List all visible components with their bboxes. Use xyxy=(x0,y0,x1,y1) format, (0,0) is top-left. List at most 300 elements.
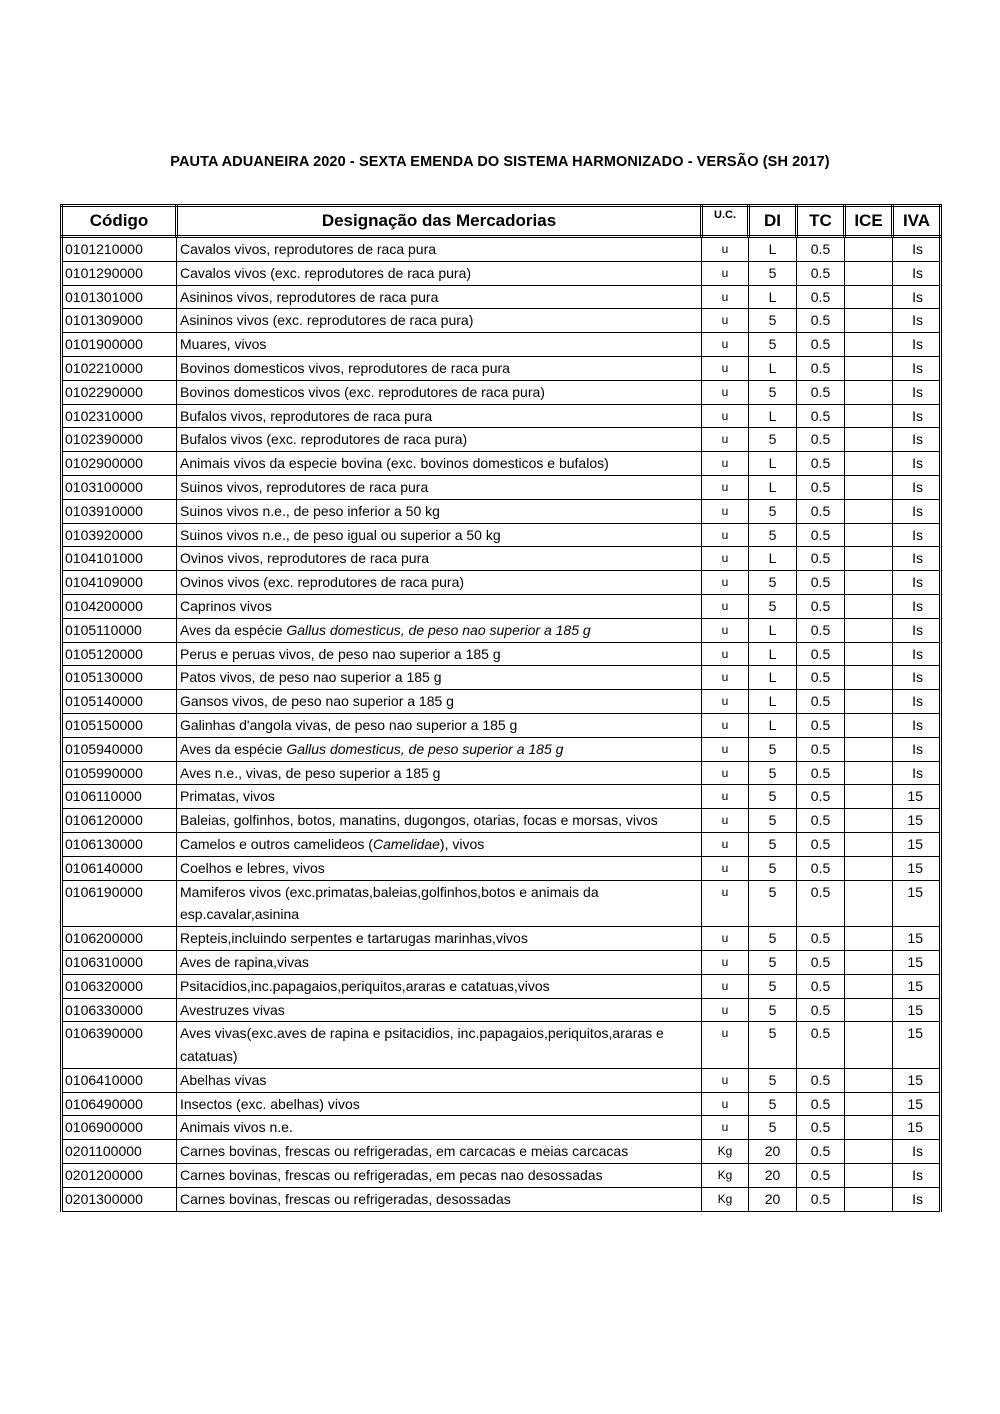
cell-codigo: 0104101000 xyxy=(62,547,177,571)
cell-tc: 0.5 xyxy=(797,380,845,404)
cell-tc: 0.5 xyxy=(797,690,845,714)
cell-designacao: Baleias, golfinhos, botos, manatins, dugongos, otarias, focas e morsas, vivos xyxy=(177,809,702,833)
cell-ice xyxy=(845,713,893,737)
cell-designacao: Muares, vivos xyxy=(177,333,702,357)
cell-tc: 0.5 xyxy=(797,1164,845,1188)
table-row xyxy=(62,404,941,428)
cell-codigo: 0105120000 xyxy=(62,642,177,666)
cell-tc: 0.5 xyxy=(797,713,845,737)
cell-di: 20 xyxy=(749,1140,797,1164)
cell-tc: 0.5 xyxy=(797,309,845,333)
table-row xyxy=(62,785,941,809)
table-row xyxy=(62,285,941,309)
header-ice: ICE xyxy=(845,206,893,237)
designacao-text: Aves da espécie xyxy=(180,740,287,757)
cell-ice xyxy=(845,832,893,856)
table-body xyxy=(62,237,941,1212)
cell-codigo: 0101309000 xyxy=(62,309,177,333)
cell-iva: Is xyxy=(893,285,941,309)
cell-tc: 0.5 xyxy=(797,998,845,1022)
cell-uc: u xyxy=(702,261,749,285)
cell-di: 5 xyxy=(749,261,797,285)
cell-iva: Is xyxy=(893,452,941,476)
cell-di: 5 xyxy=(749,974,797,998)
cell-ice xyxy=(845,880,893,927)
cell-tc: 0.5 xyxy=(797,666,845,690)
cell-iva: 15 xyxy=(893,1116,941,1140)
cell-ice xyxy=(845,428,893,452)
cell-codigo: 0201200000 xyxy=(62,1164,177,1188)
table-row xyxy=(62,974,941,998)
cell-tc: 0.5 xyxy=(797,1022,845,1069)
cell-codigo: 0106110000 xyxy=(62,785,177,809)
cell-iva: Is xyxy=(893,333,941,357)
table-row xyxy=(62,499,941,523)
cell-codigo: 0103100000 xyxy=(62,475,177,499)
cell-iva: Is xyxy=(893,499,941,523)
table-row xyxy=(62,1164,941,1188)
cell-ice xyxy=(845,309,893,333)
cell-tc: 0.5 xyxy=(797,499,845,523)
cell-uc: u xyxy=(702,285,749,309)
cell-iva: Is xyxy=(893,618,941,642)
cell-iva: Is xyxy=(893,1164,941,1188)
cell-ice xyxy=(845,475,893,499)
table-row xyxy=(62,737,941,761)
cell-ice xyxy=(845,523,893,547)
cell-designacao: Insectos (exc. abelhas) vivos xyxy=(177,1092,702,1116)
table-row xyxy=(62,452,941,476)
table-row xyxy=(62,1092,941,1116)
cell-codigo: 0103910000 xyxy=(62,499,177,523)
cell-di: L xyxy=(749,690,797,714)
table-row xyxy=(62,880,941,927)
cell-designacao: Aves de rapina,vivas xyxy=(177,950,702,974)
cell-uc: u xyxy=(702,1116,749,1140)
cell-designacao: Bovinos domesticos vivos, reprodutores de raca pura xyxy=(177,356,702,380)
cell-codigo: 0104200000 xyxy=(62,594,177,618)
cell-di: L xyxy=(749,356,797,380)
cell-di: 5 xyxy=(749,333,797,357)
cell-tc: 0.5 xyxy=(797,642,845,666)
cell-di: 5 xyxy=(749,1116,797,1140)
table-row xyxy=(62,594,941,618)
document-title: PAUTA ADUANEIRA 2020 - SEXTA EMENDA DO SISTEMA HARMONIZADO - VERSÃO (SH 2017) xyxy=(170,154,830,170)
cell-tc: 0.5 xyxy=(797,618,845,642)
cell-di: 20 xyxy=(749,1187,797,1211)
cell-uc: u xyxy=(702,737,749,761)
cell-di: 5 xyxy=(749,1022,797,1069)
header-designacao: Designação das Mercadorias xyxy=(177,206,702,237)
cell-codigo: 0105110000 xyxy=(62,618,177,642)
designacao-scientific-name: Gallus domesticus, de peso superior a 185 g xyxy=(286,740,564,757)
cell-tc: 0.5 xyxy=(797,356,845,380)
cell-codigo: 0105140000 xyxy=(62,690,177,714)
cell-designacao: Asininos vivos (exc. reprodutores de raca pura) xyxy=(177,309,702,333)
cell-ice xyxy=(845,237,893,262)
cell-codigo: 0106130000 xyxy=(62,832,177,856)
cell-designacao: Suinos vivos n.e., de peso igual ou superior a 50 kg xyxy=(177,523,702,547)
cell-ice xyxy=(845,547,893,571)
cell-tc: 0.5 xyxy=(797,856,845,880)
cell-ice xyxy=(845,356,893,380)
cell-designacao: Bufalos vivos, reprodutores de raca pura xyxy=(177,404,702,428)
cell-uc: Kg xyxy=(702,1140,749,1164)
cell-tc: 0.5 xyxy=(797,1116,845,1140)
table-row xyxy=(62,950,941,974)
designacao-text-suffix: ), vivos xyxy=(439,835,485,852)
cell-ice xyxy=(845,404,893,428)
cell-designacao: Caprinos vivos xyxy=(177,594,702,618)
cell-tc: 0.5 xyxy=(797,832,845,856)
table-row xyxy=(62,713,941,737)
table-row xyxy=(62,690,941,714)
header-iva: IVA xyxy=(893,206,941,237)
cell-uc: u xyxy=(702,713,749,737)
cell-designacao: Gansos vivos, de peso nao superior a 185 g xyxy=(177,690,702,714)
cell-uc: u xyxy=(702,333,749,357)
cell-iva: Is xyxy=(893,523,941,547)
cell-ice xyxy=(845,1068,893,1092)
cell-designacao: Repteis,incluindo serpentes e tartarugas marinhas,vivos xyxy=(177,927,702,951)
cell-designacao: Carnes bovinas, frescas ou refrigeradas, desossadas xyxy=(177,1187,702,1211)
cell-di: 5 xyxy=(749,594,797,618)
cell-uc: u xyxy=(702,523,749,547)
cell-di: 5 xyxy=(749,499,797,523)
cell-designacao xyxy=(177,737,702,761)
cell-codigo: 0106900000 xyxy=(62,1116,177,1140)
table-row xyxy=(62,1187,941,1211)
cell-di: 5 xyxy=(749,927,797,951)
cell-iva: Is xyxy=(893,1140,941,1164)
cell-ice xyxy=(845,856,893,880)
table-row xyxy=(62,998,941,1022)
cell-designacao xyxy=(177,618,702,642)
cell-di: 5 xyxy=(749,523,797,547)
cell-iva: Is xyxy=(893,737,941,761)
table-row xyxy=(62,666,941,690)
cell-di: L xyxy=(749,285,797,309)
table-header-row xyxy=(62,206,941,237)
cell-tc: 0.5 xyxy=(797,475,845,499)
cell-codigo: 0106190000 xyxy=(62,880,177,927)
cell-tc: 0.5 xyxy=(797,547,845,571)
cell-iva: Is xyxy=(893,428,941,452)
cell-codigo: 0201300000 xyxy=(62,1187,177,1211)
table-row xyxy=(62,618,941,642)
cell-iva: Is xyxy=(893,547,941,571)
cell-uc: u xyxy=(702,571,749,595)
cell-uc: u xyxy=(702,547,749,571)
cell-uc: u xyxy=(702,785,749,809)
cell-iva: Is xyxy=(893,475,941,499)
cell-iva: Is xyxy=(893,594,941,618)
cell-uc: u xyxy=(702,452,749,476)
cell-ice xyxy=(845,618,893,642)
cell-designacao: Cavalos vivos (exc. reprodutores de raca pura) xyxy=(177,261,702,285)
cell-tc: 0.5 xyxy=(797,1092,845,1116)
cell-tc: 0.5 xyxy=(797,927,845,951)
cell-di: L xyxy=(749,666,797,690)
cell-iva: Is xyxy=(893,571,941,595)
cell-tc: 0.5 xyxy=(797,285,845,309)
cell-tc: 0.5 xyxy=(797,523,845,547)
cell-di: 5 xyxy=(749,809,797,833)
cell-iva: 15 xyxy=(893,856,941,880)
cell-di: L xyxy=(749,452,797,476)
cell-iva: 15 xyxy=(893,1092,941,1116)
cell-di: 5 xyxy=(749,832,797,856)
table-row xyxy=(62,809,941,833)
cell-codigo: 0101301000 xyxy=(62,285,177,309)
cell-di: L xyxy=(749,475,797,499)
cell-di: 5 xyxy=(749,737,797,761)
cell-di: 5 xyxy=(749,309,797,333)
cell-designacao: Bufalos vivos (exc. reprodutores de raca pura) xyxy=(177,428,702,452)
cell-iva: 15 xyxy=(893,832,941,856)
cell-tc: 0.5 xyxy=(797,261,845,285)
table-row xyxy=(62,927,941,951)
cell-uc: Kg xyxy=(702,1187,749,1211)
cell-codigo: 0106390000 xyxy=(62,1022,177,1069)
cell-designacao: Cavalos vivos, reprodutores de raca pura xyxy=(177,237,702,262)
cell-tc: 0.5 xyxy=(797,571,845,595)
cell-codigo: 0106140000 xyxy=(62,856,177,880)
cell-uc: u xyxy=(702,974,749,998)
cell-tc: 0.5 xyxy=(797,1140,845,1164)
cell-iva: Is xyxy=(893,713,941,737)
cell-uc: u xyxy=(702,237,749,262)
cell-ice xyxy=(845,737,893,761)
cell-uc: u xyxy=(702,618,749,642)
cell-tc: 0.5 xyxy=(797,737,845,761)
cell-ice xyxy=(845,974,893,998)
cell-codigo: 0103920000 xyxy=(62,523,177,547)
cell-tc: 0.5 xyxy=(797,428,845,452)
cell-iva: Is xyxy=(893,1187,941,1211)
cell-codigo: 0102900000 xyxy=(62,452,177,476)
cell-codigo: 0105990000 xyxy=(62,761,177,785)
cell-codigo: 0104109000 xyxy=(62,571,177,595)
cell-ice xyxy=(845,1164,893,1188)
cell-uc: u xyxy=(702,761,749,785)
cell-uc: u xyxy=(702,950,749,974)
table-row xyxy=(62,1022,941,1069)
cell-iva: Is xyxy=(893,404,941,428)
table-row xyxy=(62,761,941,785)
cell-iva: Is xyxy=(893,237,941,262)
cell-iva: 15 xyxy=(893,1022,941,1069)
cell-ice xyxy=(845,261,893,285)
designacao-text: Aves da espécie xyxy=(180,621,287,638)
table-row xyxy=(62,428,941,452)
table-row xyxy=(62,380,941,404)
cell-di: 5 xyxy=(749,571,797,595)
cell-ice xyxy=(845,571,893,595)
cell-uc: u xyxy=(702,998,749,1022)
table-row xyxy=(62,261,941,285)
table-row xyxy=(62,856,941,880)
cell-tc: 0.5 xyxy=(797,1068,845,1092)
table-row xyxy=(62,1116,941,1140)
table-row xyxy=(62,642,941,666)
cell-tc: 0.5 xyxy=(797,1187,845,1211)
cell-codigo: 0105940000 xyxy=(62,737,177,761)
cell-codigo: 0101210000 xyxy=(62,237,177,262)
cell-uc: u xyxy=(702,642,749,666)
cell-codigo: 0102390000 xyxy=(62,428,177,452)
cell-uc: u xyxy=(702,309,749,333)
header-uc: U.C. xyxy=(702,206,749,237)
table-row xyxy=(62,832,941,856)
tariff-table xyxy=(60,204,942,1212)
cell-di: 5 xyxy=(749,428,797,452)
cell-designacao: Psitacidios,inc.papagaios,periquitos,araras e catatuas,vivos xyxy=(177,974,702,998)
cell-designacao: Avestruzes vivas xyxy=(177,998,702,1022)
cell-ice xyxy=(845,809,893,833)
cell-codigo: 0101900000 xyxy=(62,333,177,357)
cell-codigo: 0106120000 xyxy=(62,809,177,833)
table-row xyxy=(62,571,941,595)
cell-iva: Is xyxy=(893,642,941,666)
designacao-text: Camelos e outros camelideos ( xyxy=(180,835,373,852)
table-row xyxy=(62,309,941,333)
cell-ice xyxy=(845,499,893,523)
cell-designacao: Carnes bovinas, frescas ou refrigeradas, em carcacas e meias carcacas xyxy=(177,1140,702,1164)
cell-designacao: Ovinos vivos, reprodutores de raca pura xyxy=(177,547,702,571)
cell-uc: u xyxy=(702,880,749,927)
cell-designacao: Ovinos vivos (exc. reprodutores de raca pura) xyxy=(177,571,702,595)
cell-ice xyxy=(845,642,893,666)
cell-iva: 15 xyxy=(893,974,941,998)
cell-di: L xyxy=(749,642,797,666)
cell-designacao: Abelhas vivas xyxy=(177,1068,702,1092)
cell-iva: Is xyxy=(893,690,941,714)
cell-tc: 0.5 xyxy=(797,761,845,785)
cell-codigo: 0106200000 xyxy=(62,927,177,951)
cell-di: L xyxy=(749,404,797,428)
cell-di: L xyxy=(749,237,797,262)
cell-tc: 0.5 xyxy=(797,809,845,833)
cell-uc: u xyxy=(702,832,749,856)
cell-iva: 15 xyxy=(893,1068,941,1092)
cell-di: L xyxy=(749,713,797,737)
cell-iva: Is xyxy=(893,309,941,333)
cell-di: 5 xyxy=(749,856,797,880)
cell-ice xyxy=(845,1116,893,1140)
cell-tc: 0.5 xyxy=(797,785,845,809)
cell-uc: u xyxy=(702,356,749,380)
cell-codigo: 0106320000 xyxy=(62,974,177,998)
cell-codigo: 0106310000 xyxy=(62,950,177,974)
cell-tc: 0.5 xyxy=(797,950,845,974)
cell-ice xyxy=(845,594,893,618)
cell-ice xyxy=(845,1187,893,1211)
cell-iva: Is xyxy=(893,666,941,690)
cell-tc: 0.5 xyxy=(797,974,845,998)
cell-ice xyxy=(845,690,893,714)
cell-designacao: Aves vivas(exc.aves de rapina e psitacidios, inc.papagaios,periquitos,araras e catatuas) xyxy=(177,1022,702,1069)
table-row xyxy=(62,1068,941,1092)
cell-di: 5 xyxy=(749,761,797,785)
cell-uc: u xyxy=(702,594,749,618)
cell-di: 20 xyxy=(749,1164,797,1188)
cell-designacao: Bovinos domesticos vivos (exc. reprodutores de raca pura) xyxy=(177,380,702,404)
cell-tc: 0.5 xyxy=(797,333,845,357)
cell-uc: u xyxy=(702,1068,749,1092)
cell-tc: 0.5 xyxy=(797,880,845,927)
table-row xyxy=(62,356,941,380)
cell-uc: u xyxy=(702,380,749,404)
cell-designacao: Primatas, vivos xyxy=(177,785,702,809)
table-row xyxy=(62,333,941,357)
cell-di: 5 xyxy=(749,998,797,1022)
cell-designacao: Patos vivos, de peso nao superior a 185 g xyxy=(177,666,702,690)
cell-codigo: 0102210000 xyxy=(62,356,177,380)
cell-ice xyxy=(845,785,893,809)
header-codigo: Código xyxy=(62,206,177,237)
cell-di: L xyxy=(749,618,797,642)
cell-codigo: 0105130000 xyxy=(62,666,177,690)
cell-di: 5 xyxy=(749,880,797,927)
cell-codigo: 0106410000 xyxy=(62,1068,177,1092)
cell-designacao: Animais vivos n.e. xyxy=(177,1116,702,1140)
cell-uc: u xyxy=(702,666,749,690)
cell-di: 5 xyxy=(749,380,797,404)
cell-codigo: 0102290000 xyxy=(62,380,177,404)
cell-tc: 0.5 xyxy=(797,237,845,262)
cell-tc: 0.5 xyxy=(797,594,845,618)
table-row xyxy=(62,1140,941,1164)
cell-uc: u xyxy=(702,856,749,880)
cell-iva: Is xyxy=(893,356,941,380)
cell-ice xyxy=(845,950,893,974)
cell-codigo: 0106490000 xyxy=(62,1092,177,1116)
cell-ice xyxy=(845,285,893,309)
cell-iva: Is xyxy=(893,761,941,785)
cell-ice xyxy=(845,380,893,404)
cell-ice xyxy=(845,1140,893,1164)
header-tc: TC xyxy=(797,206,845,237)
cell-uc: u xyxy=(702,1092,749,1116)
cell-uc: u xyxy=(702,499,749,523)
cell-designacao: Galinhas d'angola vivas, de peso nao superior a 185 g xyxy=(177,713,702,737)
cell-codigo: 0106330000 xyxy=(62,998,177,1022)
cell-uc: u xyxy=(702,927,749,951)
cell-uc: Kg xyxy=(702,1164,749,1188)
cell-designacao: Aves n.e., vivas, de peso superior a 185 g xyxy=(177,761,702,785)
table-row xyxy=(62,547,941,571)
cell-designacao: Coelhos e lebres, vivos xyxy=(177,856,702,880)
cell-uc: u xyxy=(702,428,749,452)
cell-di: 5 xyxy=(749,785,797,809)
cell-codigo: 0101290000 xyxy=(62,261,177,285)
cell-iva: 15 xyxy=(893,950,941,974)
cell-designacao xyxy=(177,832,702,856)
cell-designacao: Animais vivos da especie bovina (exc. bovinos domesticos e bufalos) xyxy=(177,452,702,476)
cell-designacao: Asininos vivos, reprodutores de raca pura xyxy=(177,285,702,309)
cell-ice xyxy=(845,1022,893,1069)
header-di: DI xyxy=(749,206,797,237)
cell-ice xyxy=(845,927,893,951)
cell-iva: Is xyxy=(893,261,941,285)
cell-uc: u xyxy=(702,690,749,714)
cell-di: L xyxy=(749,547,797,571)
cell-iva: 15 xyxy=(893,880,941,927)
cell-iva: 15 xyxy=(893,809,941,833)
designacao-scientific-name: Gallus domesticus, de peso nao superior a 185 g xyxy=(286,621,591,638)
cell-iva: 15 xyxy=(893,998,941,1022)
